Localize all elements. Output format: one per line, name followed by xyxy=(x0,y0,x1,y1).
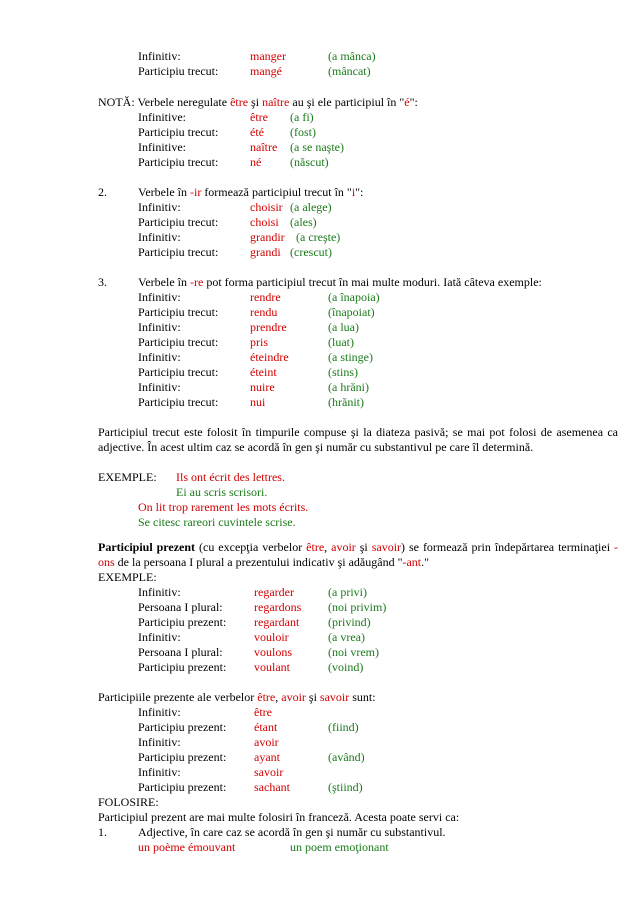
paragraph-present-participle: Participiul prezent (cu excepţia verbelor être, avoir şi savoir) se formează prin îndepărtarea terminaţiei -ons de la persoana I plural a prezentului indicativ şi adăugând "-ant." xyxy=(98,540,618,569)
row-label: Participiu trecut: xyxy=(138,64,219,78)
row-label: Infinitiv: xyxy=(138,49,181,63)
french-word: manger xyxy=(250,49,286,63)
paragraph-past-participle: Participiul trecut este folosit în timpurile compuse şi la diateza pasivă; se mai pot folosi de asemenea ca adjective. În acest ultim caz se acordă în gen şi număr cu substantivul pe care îl determină. xyxy=(98,425,618,454)
paragraph-present-participles-list: Participiile prezente ale verbelor être, avoir şi savoir sunt: xyxy=(98,690,376,704)
folosire-heading: FOLOSIRE: xyxy=(98,795,159,809)
romanian-translation: (mâncat) xyxy=(328,64,371,78)
examples-label: EXEMPLE: xyxy=(98,570,157,584)
document-page: Infinitiv: manger (a mânca) Participiu trecut: mangé (mâncat) NOTĂ: Verbele neregulate être şi naître au şi ele participiul în "é": Infinitive: être (a fi) Participiu trecut: été (fost) Infinitive: naître (a se naşte) Participiu trecut: né (născut) 2. Verbele în -ir formează participiul trecut în "i": Infinitiv: choisir (a alege) Participiu trecut: choisi (ales) Infinitiv: grandir (a creşte) Participiu trecut: grandi (crescut) 3. Verbele în -re pot forma participiul trecut în mai multe moduri. Iată câteva exemple: Infinitiv: rendre (a înapoia) Participiu trecut: rendu (înapoiat) Infinitiv: prendre (a lua) Participiu trecut: pris (luat) Infinitiv: éteindre (a stinge) Participiu trecut: éteint (stins) Infinitiv: nuire (a hrăni) Participiu trecut: nui (hrănit) Participiul trecut este folosit în timpurile compuse şi la diateza pasivă; se mai pot folosi de asemenea ca adjective. În acest ultim caz se acordă în gen şi număr cu substantivul pe care îl determină. EXEMPLE: Ils ont écrit des lettres. Ei au scris scrisori. On lit trop rarement les mots écrits. Se citesc rareori cuvintele scrise. Participiul prezent (cu excepţia verbelor être, avoir şi savoir) se formează prin îndepărtarea terminaţiei -ons de la persoana I plural a prezentului indicativ şi adăugând "-ant." EXEMPLE: Infinitiv: regarder (a privi) Persoana I plural: regardons (noi privim) Participiu prezent: regardant (privind) Infinitiv: vouloir (a vrea) Persoana I plural: voulons (noi vrem) Participiu prezent: voulant (voind) Participiile prezente ale verbelor être, avoir şi savoir sunt: Infinitiv: être Participiu prezent: étant (fiind) Infinitiv: avoir Participiu prezent: ayant (având) Infinitiv: savoir Participiu prezent: sachant (ştiind) FOLOSIRE: Participiul prezent are mai multe folosiri în franceză. Acesta poate servi ca: 1. Adjective, în care caz se acordă în gen şi număr cu substantivul. un poème émouvant un poem emoţionant xyxy=(98,49,618,854)
nota-line: NOTĂ: Verbele neregulate être şi naître au şi ele participiul în "é": xyxy=(98,95,418,109)
french-word: mangé xyxy=(250,64,282,78)
romanian-translation: (a mânca) xyxy=(328,49,376,63)
paragraph-usage: Participiul prezent are mai multe folosiri în franceză. Acesta poate servi ca: xyxy=(98,810,460,824)
